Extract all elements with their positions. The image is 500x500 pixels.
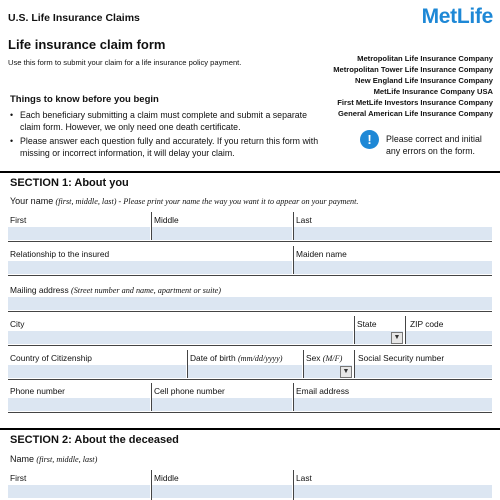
deceased-name-label: Name (first, middle, last) [10,454,98,464]
last-name-field[interactable] [294,227,492,240]
maiden-name-field[interactable] [294,261,492,274]
first-name-label: First [10,215,27,225]
sex-label: Sex (M/F) [306,353,343,363]
deceased-middle-label: Middle [154,473,179,483]
email-label: Email address [296,386,350,396]
zip-label: ZIP code [410,319,444,329]
notes-heading: Things to know before you begin [10,94,159,105]
email-field[interactable] [294,398,492,411]
deceased-last-field[interactable] [294,485,492,498]
middle-name-field[interactable] [152,227,292,240]
field-divider [151,212,152,240]
company-name: Metropolitan Tower Life Insurance Company [333,65,493,75]
middle-name-label: Middle [154,215,179,225]
field-divider [405,316,406,344]
form-title: Life insurance claim form [8,37,166,52]
phone-field[interactable] [8,398,150,411]
deceased-middle-field[interactable] [152,485,292,498]
company-name: MetLife Insurance Company USA [373,87,493,97]
field-divider [293,212,294,240]
your-name-label: Your name (first, middle, last) - Please print your name the way you want it to appear on your payment. [10,196,359,206]
first-name-field[interactable] [8,227,150,240]
mailing-address-label: Mailing address (Street number and name, apartment or suite) [10,285,221,295]
company-name: General American Life Insurance Company [337,109,493,119]
chevron-down-icon[interactable]: ▼ [340,366,352,378]
row-line [8,379,492,380]
section-divider [0,171,500,173]
city-label: City [10,319,25,329]
dob-field[interactable] [188,365,302,378]
cell-phone-field[interactable] [152,398,292,411]
company-name: Metropolitan Life Insurance Company [357,54,493,63]
field-divider [293,246,294,274]
field-divider [354,316,355,344]
row-line [8,345,492,346]
notes-list [10,110,320,162]
field-divider [151,383,152,411]
section2-heading: SECTION 2: About the deceased [10,434,179,446]
field-divider [303,350,304,378]
alert-text: Please correct and initial any errors on the form. [386,134,482,156]
maiden-name-label: Maiden name [296,249,347,259]
row-line [8,275,492,276]
ssn-field[interactable] [355,365,492,378]
city-field[interactable] [8,331,353,344]
country-label: Country of Citizenship [10,353,92,363]
mailing-address-field[interactable] [8,297,492,310]
row-line [8,412,492,413]
exclamation-icon: ! [360,130,379,149]
last-name-label: Last [296,215,312,225]
company-list [303,53,493,120]
field-divider [187,350,188,378]
zip-field[interactable] [406,331,492,344]
header-title: U.S. Life Insurance Claims [8,12,140,24]
country-field[interactable] [8,365,186,378]
row-line [8,311,492,312]
row-line [8,241,492,242]
section1-heading: SECTION 1: About you [10,177,129,189]
note-item: • Each beneficiary submitting a claim must complete and submit a separate claim form. However, we only need one death certificate. [10,110,320,133]
phone-label: Phone number [10,386,65,396]
metlife-logo: MetLife [421,5,493,28]
chevron-down-icon[interactable]: ▼ [391,332,403,344]
section-divider [0,428,500,430]
state-label: State [357,319,377,329]
field-divider [293,470,294,500]
deceased-first-field[interactable] [8,485,150,498]
relationship-field[interactable] [8,261,292,274]
field-divider [151,470,152,500]
note-item: • Please answer each question fully and accurately. If you return this form with missing or incorrect information, it will delay your claim. [10,136,320,159]
ssn-label: Social Security number [358,353,445,363]
cell-phone-label: Cell phone number [154,386,225,396]
form-subtitle: Use this form to submit your claim for a life insurance policy payment. [8,58,242,67]
company-name: First MetLife Investors Insurance Company [337,98,493,108]
relationship-label: Relationship to the insured [10,249,110,259]
deceased-last-label: Last [296,473,312,483]
deceased-first-label: First [10,473,27,483]
dob-label: Date of birth (mm/dd/yyyy) [190,353,283,363]
field-divider [293,383,294,411]
company-name: New England Life Insurance Company [355,76,493,86]
field-divider [354,350,355,378]
